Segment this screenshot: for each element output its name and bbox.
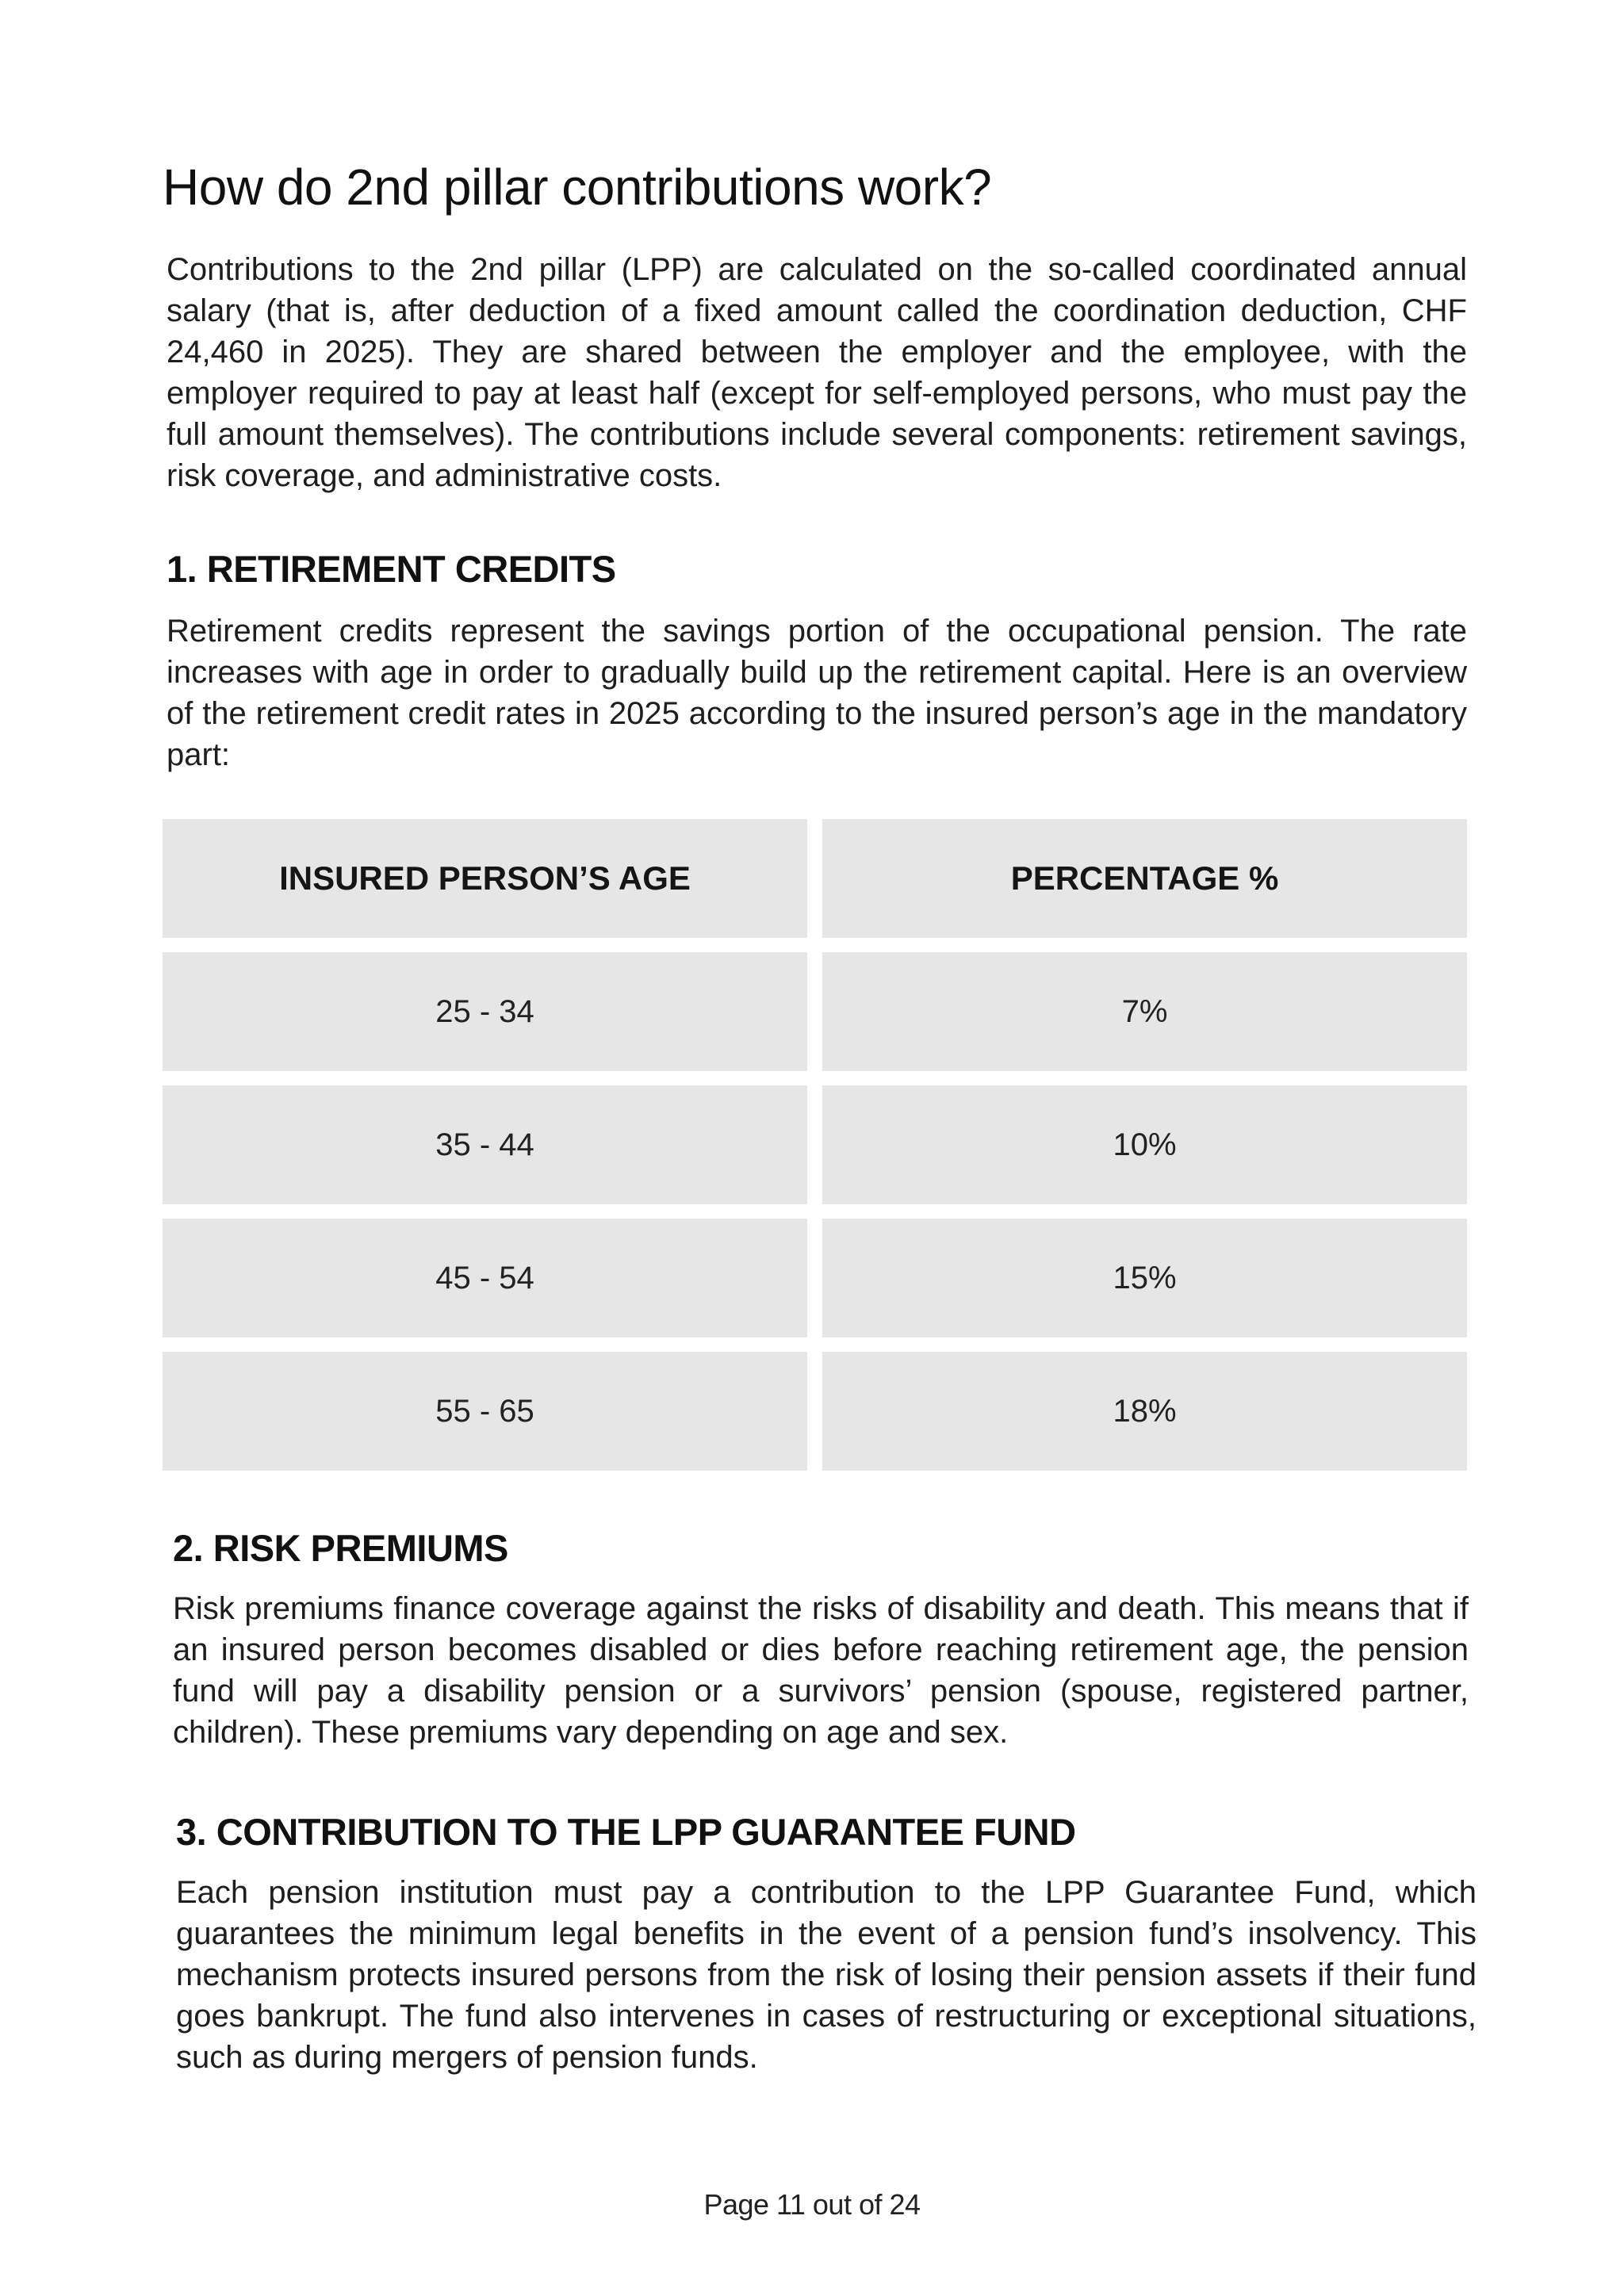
table-row (163, 1085, 1467, 1204)
section-heading-retirement-credits: 1. RETIREMENT CREDITS (167, 548, 616, 590)
risk-premiums-paragraph: Risk premiums finance coverage against the risks of disability and death. This means that if an insured person becomes disabled or dies before reaching retirement age, the pension fund will pay a disability pension or a survivors’ pension (spouse, registered partner, children). These premiums vary depending on age and sex. (173, 1591, 1469, 1750)
section-heading-guarantee-fund: 3. CONTRIBUTION TO THE LPP GUARANTEE FUND (176, 1811, 1076, 1853)
table-cell-percentage: 15% (822, 1219, 1467, 1337)
table-header-percentage: PERCENTAGE % (822, 819, 1467, 938)
table-header-row (163, 819, 1467, 938)
page-title: How do 2nd pillar contributions work? (163, 159, 992, 216)
intro-paragraph: Contributions to the 2nd pillar (LPP) are calculated on the so-called coordinated annual salary (that is, after deduction of a fixed amount called the coordination deduction, CHF 24,460 in 2025). They are shared between the employer and the employee, with the employer required to pay at least half (except for self-employed persons, who must pay the full amount themselves). The contributions include several components: retirement savings, risk coverage, and administrative costs. (167, 252, 1467, 493)
page-number: Page 11 out of 24 (703, 2188, 921, 2221)
table-header-age: INSURED PERSON’S AGE (163, 819, 807, 938)
table-cell-age: 45 - 54 (163, 1219, 807, 1337)
retirement-credits-paragraph: Retirement credits represent the savings portion of the occupational pension. The rate increases with age in order to gradually build up the retirement capital. Here is an overview of the retirement credit rates in 2025 according to the insured person’s age in the mandatory part: (167, 614, 1467, 772)
table-row (163, 1219, 1467, 1337)
table-cell-age: 25 - 34 (163, 952, 807, 1071)
table-row (163, 952, 1467, 1071)
table-cell-percentage: 10% (822, 1085, 1467, 1204)
table-row (163, 1352, 1467, 1471)
retirement-credit-rates-table (163, 819, 1467, 1485)
section-heading-risk-premiums: 2. RISK PREMIUMS (173, 1527, 508, 1569)
guarantee-fund-paragraph: Each pension institution must pay a contribution to the LPP Guarantee Fund, which guarantees the minimum legal benefits in the event of a pension fund’s insolvency. This mechanism protects insured persons from the risk of losing their pension assets if their fund goes bankrupt. The fund also intervenes in cases of restructuring or exceptional situations, such as during mergers of pension funds. (176, 1875, 1477, 2075)
table-cell-age: 35 - 44 (163, 1085, 807, 1204)
table-cell-age: 55 - 65 (163, 1352, 807, 1471)
table-cell-percentage: 7% (822, 952, 1467, 1071)
table-cell-percentage: 18% (822, 1352, 1467, 1471)
